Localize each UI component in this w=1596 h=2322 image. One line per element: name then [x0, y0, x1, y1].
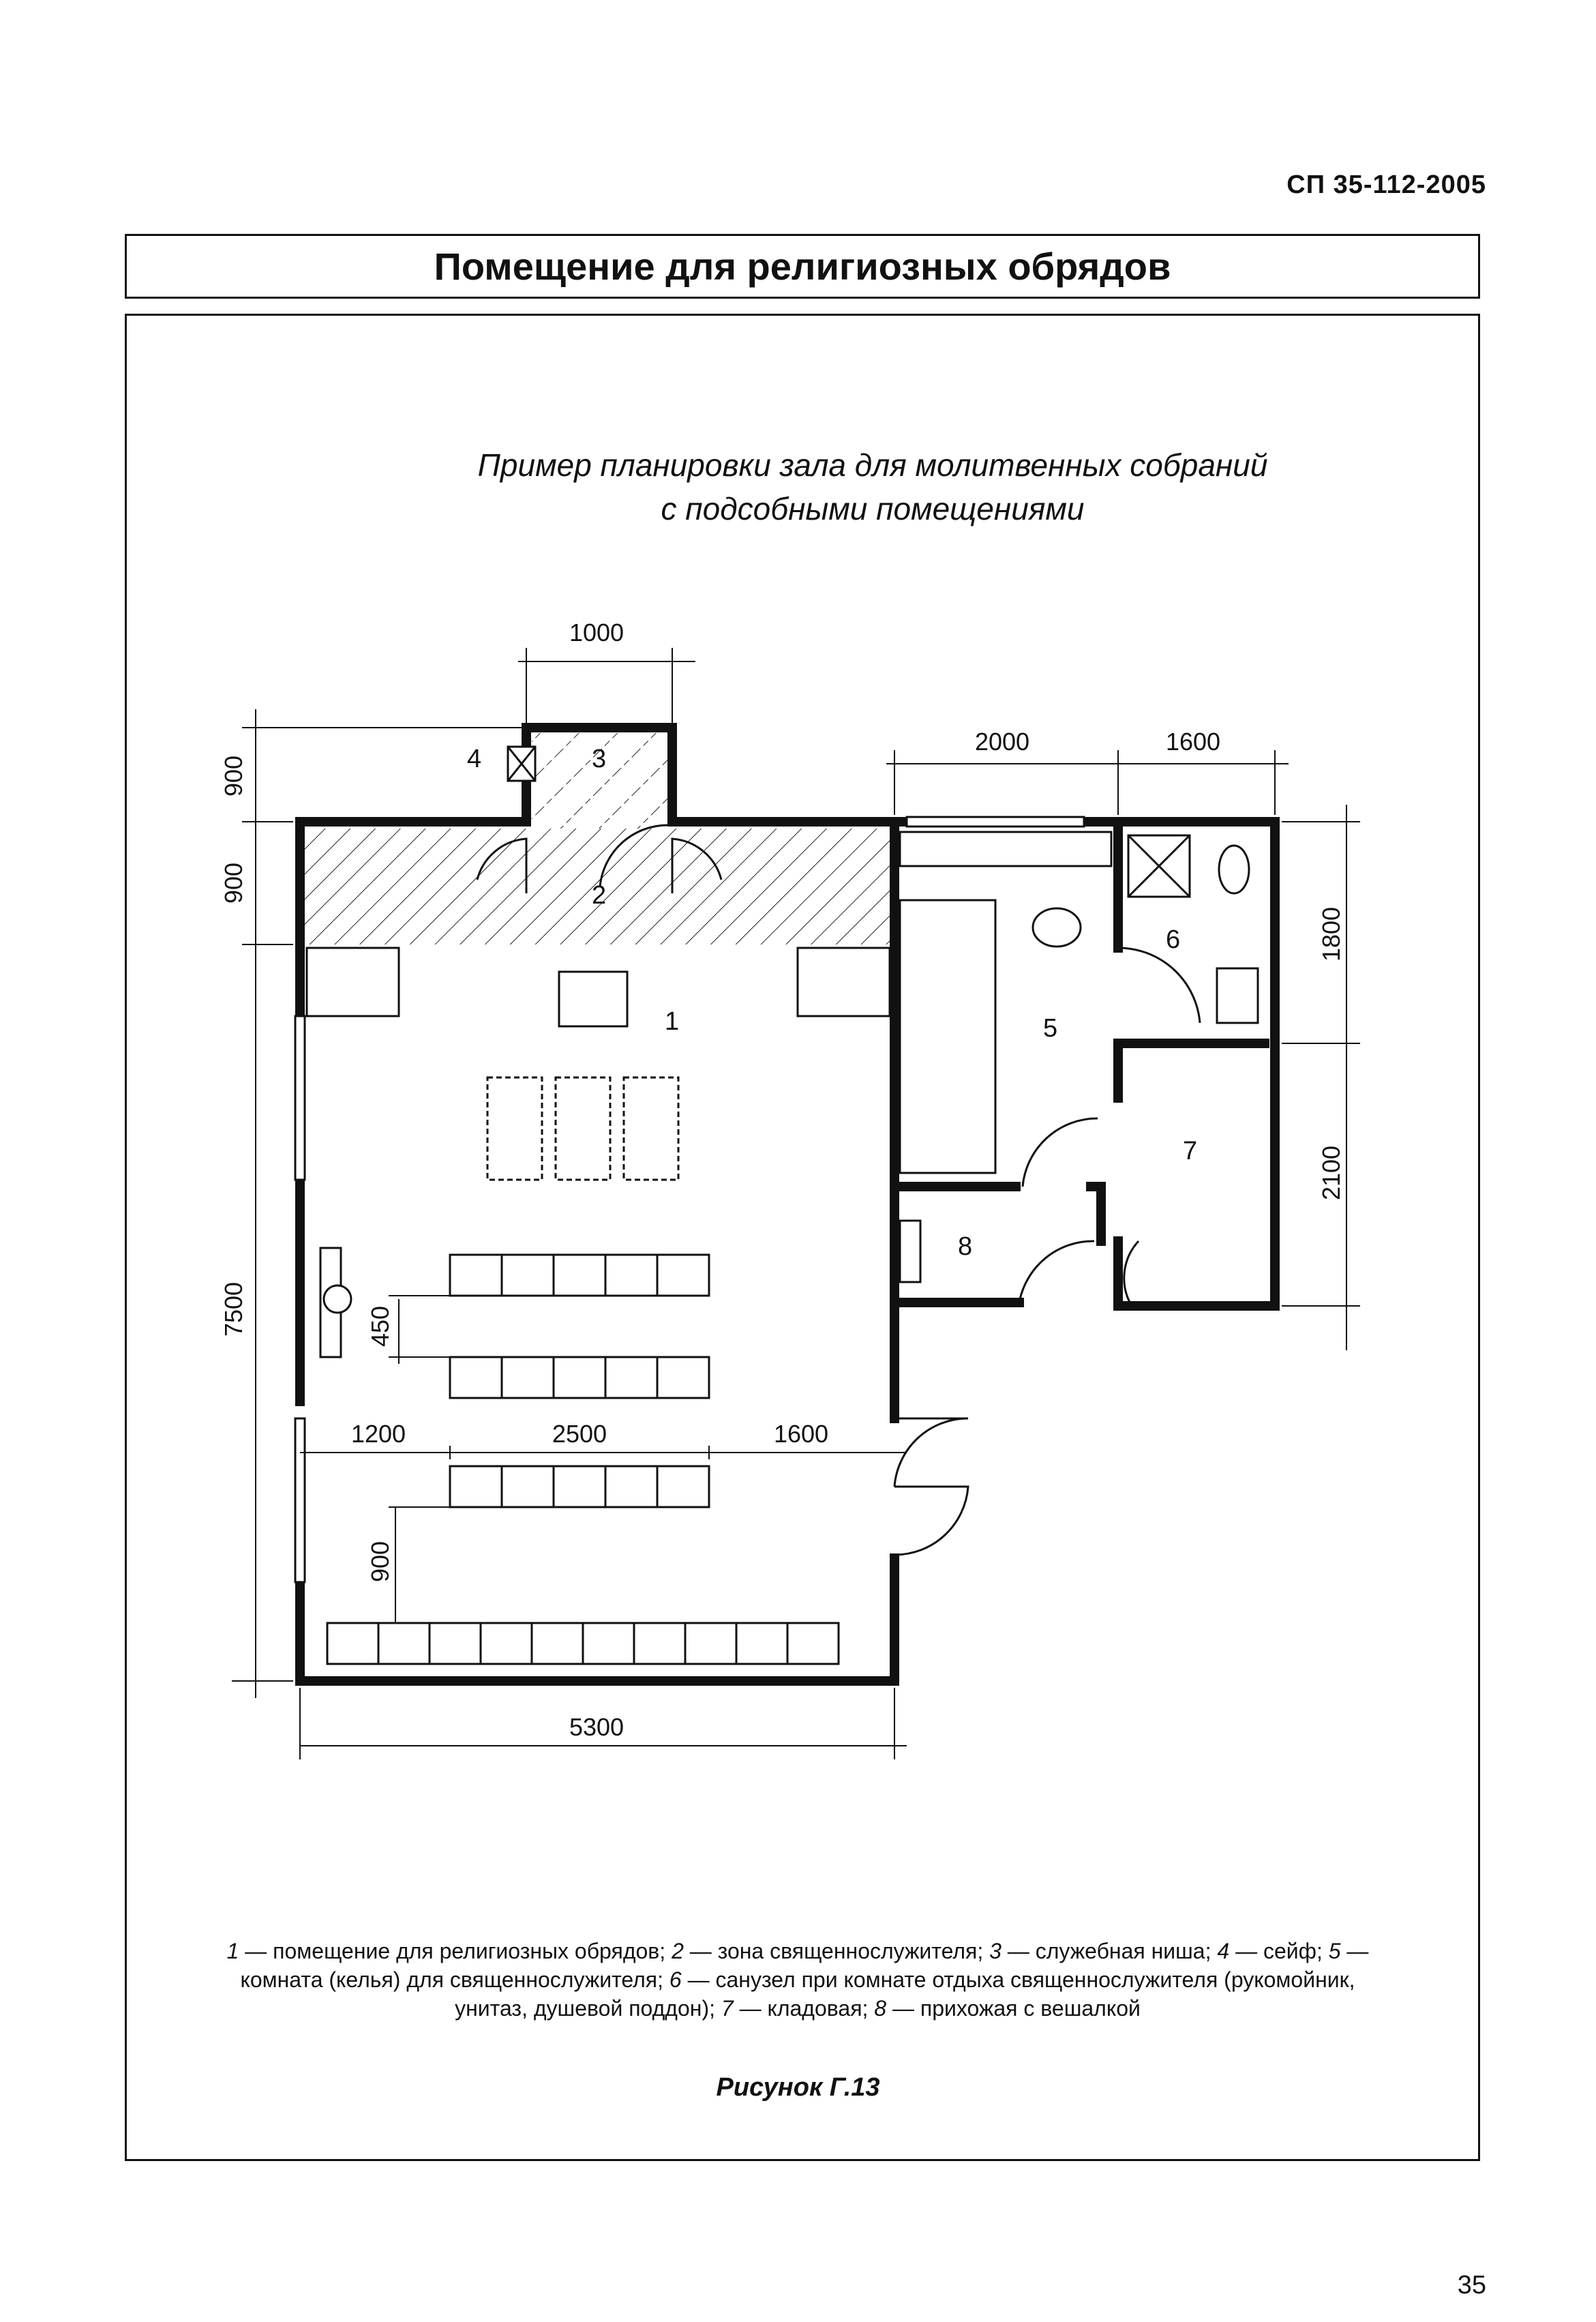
figure-caption: Рисунок Г.13 — [716, 2073, 880, 2102]
figure-legend — [205, 1937, 1391, 2023]
room-label-2: 2 — [592, 881, 607, 910]
legend-num-4: 4 — [1217, 1939, 1230, 1963]
room-label-5: 5 — [1043, 1014, 1058, 1043]
figure-subtitle-line1: Пример планировки зала для молитвенных собраний — [477, 447, 1268, 483]
legend-num-5: 5 — [1328, 1939, 1341, 1963]
legend-text-5: — комната (келья) для священнослужителя; — [240, 1939, 1369, 1992]
figure-subtitle-line2: с подсобными помещениями — [661, 491, 1085, 526]
legend-text-7: — кладовая; — [733, 1996, 875, 2021]
legend-num-6: 6 — [669, 1967, 682, 1992]
page-number: 35 — [1457, 2271, 1486, 2299]
dim-450: 450 — [366, 1305, 394, 1348]
room-label-3: 3 — [592, 745, 607, 773]
room-label-7: 7 — [1183, 1137, 1198, 1165]
dim-2000: 2000 — [974, 728, 1030, 756]
legend-text-1: — помещение для религиозных обрядов; — [239, 1939, 672, 1963]
room-label-1: 1 — [665, 1007, 680, 1036]
legend-num-8: 8 — [874, 1996, 887, 2021]
dim-1600-top: 1600 — [1165, 728, 1221, 756]
section-title: Помещение для религиозных обрядов — [434, 245, 1171, 288]
legend-num-7: 7 — [721, 1996, 734, 2021]
document-code: СП 35-112-2005 — [1286, 170, 1486, 199]
room-label-6: 6 — [1166, 925, 1181, 954]
dim-7500: 7500 — [220, 1281, 247, 1337]
dim-1000: 1000 — [569, 619, 624, 646]
dim-1800: 1800 — [1317, 906, 1345, 962]
legend-num-3: 3 — [989, 1939, 1002, 1963]
room-label-4: 4 — [467, 745, 482, 773]
dim-2100: 2100 — [1317, 1145, 1345, 1201]
dim-900-c: 900 — [366, 1540, 394, 1583]
room-label-8: 8 — [958, 1232, 973, 1261]
dimension-lines — [232, 648, 1360, 1759]
legend-text-4: — сейф; — [1229, 1939, 1329, 1963]
legend-text-2: — зона священнослужителя; — [683, 1939, 990, 1963]
legend-num-1: 1 — [226, 1939, 239, 1963]
legend-text-3: — служебная ниша; — [1001, 1939, 1218, 1963]
dim-900-b: 900 — [220, 862, 247, 904]
legend-text-8: — прихожая с вешалкой — [886, 1996, 1141, 2021]
dim-2500: 2500 — [552, 1420, 607, 1448]
legend-text-6: — санузел при комнате отдыха священнослужителя (рукомойник, унитаз, душевой поддон); — [455, 1967, 1355, 2021]
dim-1600-mid: 1600 — [773, 1420, 829, 1448]
dim-900-a: 900 — [220, 755, 247, 797]
dim-1200: 1200 — [350, 1420, 406, 1448]
legend-num-2: 2 — [672, 1939, 684, 1963]
dim-5300: 5300 — [569, 1713, 624, 1741]
